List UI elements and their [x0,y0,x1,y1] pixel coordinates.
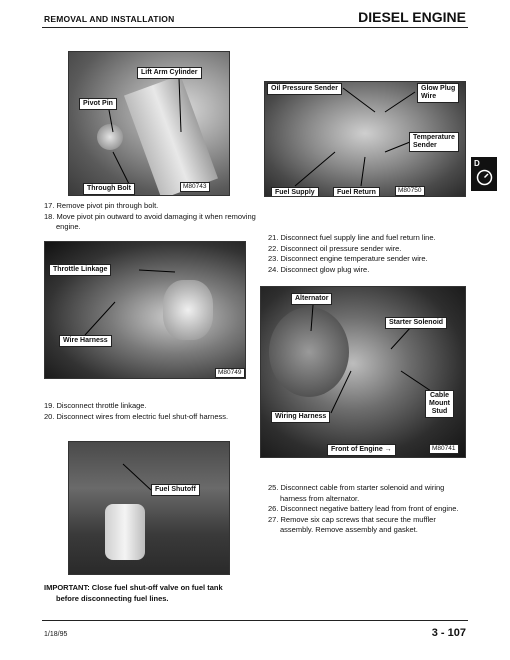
footer-rule [42,620,468,621]
photo-pivot-pin [68,51,230,196]
footer-date: 1/18/95 [44,631,68,638]
important-label: IMPORTANT: [44,583,90,592]
gauge-icon [476,169,493,186]
label-wiring-harness: Wiring Harness [271,411,330,423]
page-number: 3 - 107 [431,627,466,639]
important-text-2: before disconnecting fuel lines. [56,593,169,603]
label-fuel-supply: Fuel Supply [271,187,319,197]
figure-code: M80741 [429,444,459,454]
label-wire-harness: Wire Harness [59,335,112,347]
steps-25-27 [268,483,468,536]
step-27: 27. Remove six cap screws that secure the muffler assembly. Remove assembly and gasket. [268,514,436,534]
photo-alternator-leaders [261,287,465,457]
label-alternator: Alternator [291,293,332,305]
label-lift-arm-cylinder: Lift Arm Cylinder [137,67,202,79]
photo-throttle-linkage-leaders [45,242,245,378]
figure-code: M80743 [180,182,210,192]
header-section: REMOVAL AND INSTALLATION [44,14,175,24]
label-starter-solenoid: Starter Solenoid [385,317,447,329]
step-22: 22. Disconnect oil pressure sender wire. [268,243,402,253]
figure-code: M80750 [395,186,425,196]
step-23: 23. Disconnect engine temperature sender wire. [268,254,428,263]
step-20: 20. Disconnect wires from electric fuel shut-off harness. [44,411,229,421]
step-26: 26. Disconnect negative battery lead from front of engine. [268,504,459,513]
step-25: 25. Disconnect cable from starter solenoid and wiring harness from alternator. [268,483,445,503]
label-throttle-linkage: Throttle Linkage [49,264,111,276]
label-glow-plug-wire: Glow Plug Wire [417,83,459,103]
header-title: DIESEL ENGINE [358,9,466,25]
step-18: 18. Move pivot pin outward to avoid damaging it when removing engine. [44,211,256,231]
label-temperature-sender: Temperature Sender [409,132,459,152]
steps-17-18 [44,201,259,233]
diesel-engine-section-icon [471,157,497,191]
steps-19-20 [44,401,249,422]
step-21: 21. Disconnect fuel supply line and fuel return line. [268,233,436,242]
label-fuel-return: Fuel Return [333,187,380,197]
label-front-of-engine: Front of Engine → [327,444,396,456]
label-oil-pressure-sender: Oil Pressure Sender [267,83,342,95]
photo-fuel-shutoff [68,441,230,575]
label-through-bolt: Through Bolt [83,183,135,195]
photo-throttle-linkage [44,241,246,379]
label-fuel-shutoff: Fuel Shutoff [151,484,200,496]
steps-21-24 [268,233,468,275]
label-pivot-pin: Pivot Pin [79,98,117,110]
step-17: 17. Remove pivot pin through bolt. [44,201,159,210]
step-19: 19. Disconnect throttle linkage. [44,401,147,410]
photo-fuel-shutoff-leaders [69,442,229,574]
photo-alternator [260,286,466,458]
important-note [44,583,274,604]
header-rule [42,27,468,28]
tab-letter: D [474,159,480,168]
step-24: 24. Disconnect glow plug wire. [268,264,370,274]
label-cable-mount-stud: Cable Mount Stud [425,390,454,418]
photo-senders [264,81,466,197]
important-text: Close fuel shut-off valve on fuel tank [91,583,223,592]
figure-code: M80749 [215,368,245,378]
